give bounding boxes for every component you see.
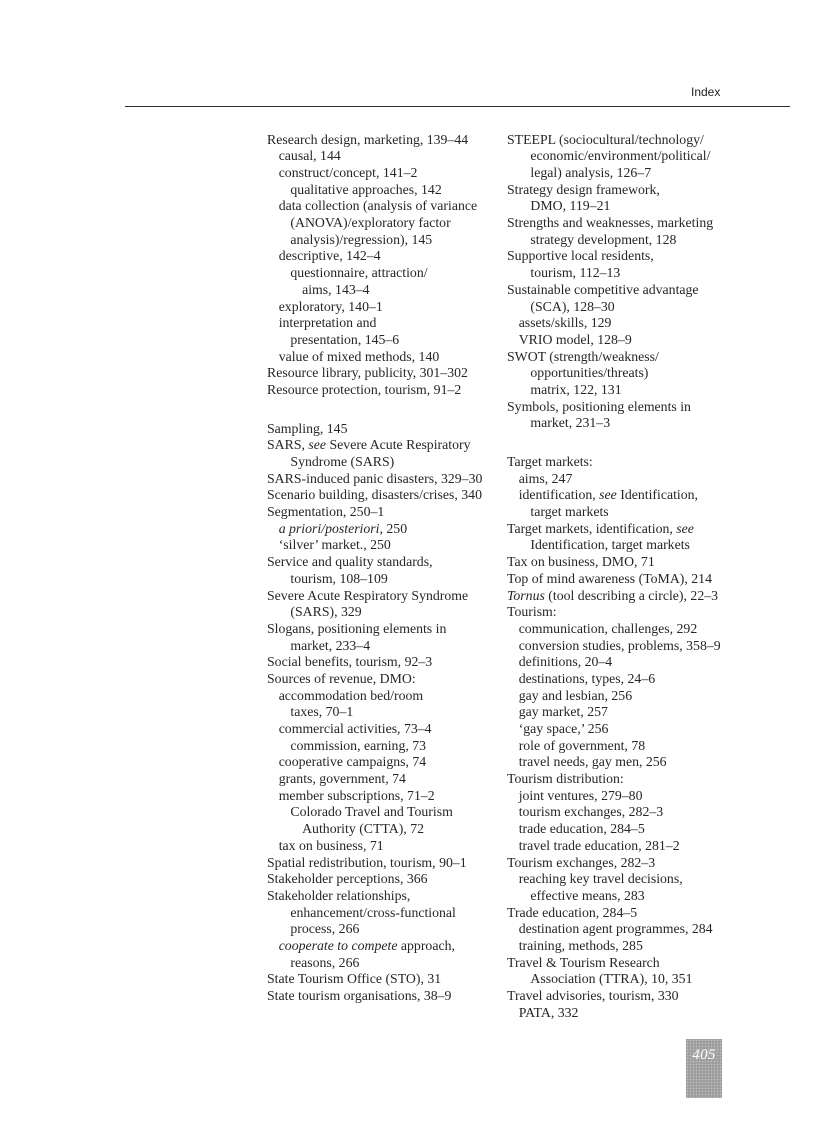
index-entry xyxy=(267,871,499,888)
index-turnover-line: economic/environment/political/ xyxy=(530,148,711,164)
index-line: commercial activities, 73–4 xyxy=(278,721,432,737)
index-entry xyxy=(507,248,787,281)
index-line: SARS-induced panic disasters, 329–30 xyxy=(267,470,483,486)
index-line: gay and lesbian, 256 xyxy=(518,687,633,703)
index-entry xyxy=(507,905,787,955)
index-line: assets/skills, 129 xyxy=(518,315,612,331)
index-line: ‘gay space,’ 256 xyxy=(518,721,609,737)
index-subentry xyxy=(507,671,787,688)
index-subentry xyxy=(267,299,499,316)
index-entry xyxy=(507,955,787,988)
index-line: Symbols, positioning elements in xyxy=(507,398,691,414)
index-entry xyxy=(267,855,499,872)
index-turnover-line: DMO, 119–21 xyxy=(530,198,611,214)
text-run: approach, xyxy=(397,937,455,953)
index-subentry xyxy=(267,148,499,165)
index-subentry xyxy=(507,938,787,955)
index-subentry xyxy=(507,788,787,805)
italic-term: see xyxy=(599,487,617,503)
index-entry xyxy=(267,421,499,438)
index-entry xyxy=(267,365,499,382)
index-subentry xyxy=(507,921,787,938)
index-line: Tourism exchanges, 282–3 xyxy=(507,854,656,870)
index-subentry xyxy=(507,838,787,855)
index-entry xyxy=(507,454,787,521)
index-entry xyxy=(267,554,499,587)
index-subentry xyxy=(507,738,787,755)
index-entry xyxy=(507,132,787,182)
index-line: Spatial redistribution, tourism, 90–1 xyxy=(267,854,467,870)
index-line xyxy=(507,521,787,538)
italic-term: cooperate to compete xyxy=(278,937,398,953)
index-subentry xyxy=(507,487,787,520)
index-entry xyxy=(507,554,787,571)
index-line: travel needs, gay men, 256 xyxy=(518,754,667,770)
index-entry xyxy=(267,382,499,399)
index-entry xyxy=(267,487,499,504)
index-line: Social benefits, tourism, 92–3 xyxy=(267,654,433,670)
index-line: communication, challenges, 292 xyxy=(518,620,698,636)
index-subentry xyxy=(267,165,499,198)
index-line: conversion studies, problems, 358–9 xyxy=(518,637,721,653)
italic-term: Tornus xyxy=(507,587,545,603)
index-line: definitions, 20–4 xyxy=(518,654,613,670)
index-line xyxy=(267,938,499,955)
index-line: Research design, marketing, 139–44 xyxy=(267,131,469,147)
index-line: Colorado Travel and Tourism xyxy=(290,804,453,820)
index-line: State Tourism Office (STO), 31 xyxy=(267,971,442,987)
index-line xyxy=(267,437,499,454)
index-line: training, methods, 285 xyxy=(518,937,643,953)
index-line: travel trade education, 281–2 xyxy=(518,837,680,853)
index-line: Tourism: xyxy=(507,604,557,620)
index-entry xyxy=(267,971,499,988)
index-line: Severe Acute Respiratory Syndrome xyxy=(267,587,469,603)
text-run: SARS, xyxy=(267,437,309,453)
index-entry xyxy=(507,771,787,854)
index-subentry xyxy=(267,315,499,348)
index-line: Target markets: xyxy=(507,454,593,470)
index-line: Travel & Tourism Research xyxy=(507,954,660,970)
index-subentry xyxy=(507,871,787,904)
index-line: trade education, 284–5 xyxy=(518,821,645,837)
text-run: (tool describing a circle), 22–3 xyxy=(544,587,719,603)
index-line: Slogans, positioning elements in xyxy=(267,620,447,636)
index-turnover-line: target markets xyxy=(530,504,609,520)
index-subsubentry xyxy=(267,804,499,837)
index-subentry xyxy=(507,688,787,705)
index-line: PATA, 332 xyxy=(518,1004,579,1020)
italic-term: a priori/posteriori xyxy=(278,520,380,536)
index-line: joint ventures, 279–80 xyxy=(518,787,643,803)
index-line: Segmentation, 250–1 xyxy=(267,504,385,520)
index-turnover-line: tourism, 112–13 xyxy=(530,265,621,281)
index-entry xyxy=(507,588,787,605)
index-column-right xyxy=(507,132,787,1022)
index-turnover-line: aims, 143–4 xyxy=(302,281,370,297)
index-letter-section xyxy=(507,132,787,432)
index-subentry xyxy=(507,704,787,721)
index-line: Sampling, 145 xyxy=(267,420,348,436)
index-entry xyxy=(507,571,787,588)
index-line: Sources of revenue, DMO: xyxy=(267,670,416,686)
index-subentry xyxy=(507,471,787,488)
index-line xyxy=(267,521,499,538)
index-entry xyxy=(507,349,787,399)
index-line: exploratory, 140–1 xyxy=(278,298,383,314)
index-turnover-line: presentation, 145–6 xyxy=(290,331,400,347)
index-line: ‘silver’ market., 250 xyxy=(278,537,391,553)
index-line: descriptive, 142–4 xyxy=(278,248,381,264)
index-entry xyxy=(507,855,787,905)
index-subentry xyxy=(507,754,787,771)
index-line: reaching key travel decisions, xyxy=(518,871,683,887)
index-entry xyxy=(267,888,499,971)
index-line: causal, 144 xyxy=(278,148,341,164)
index-entry xyxy=(507,182,787,215)
index-line: Top of mind awareness (ToMA), 214 xyxy=(507,570,712,586)
index-turnover-line: (SCA), 128–30 xyxy=(530,298,615,314)
index-line: questionnaire, attraction/ xyxy=(290,265,428,281)
index-subentry xyxy=(507,621,787,638)
index-line: Resource protection, tourism, 91–2 xyxy=(267,381,462,397)
index-line: Sustainable competitive advantage xyxy=(507,281,699,297)
index-letter-section xyxy=(267,421,499,1005)
index-turnover-line: legal) analysis, 126–7 xyxy=(530,165,652,181)
index-line: Trade education, 284–5 xyxy=(507,904,638,920)
text-run: , 250 xyxy=(379,520,408,536)
index-line: Scenario building, disasters/crises, 340 xyxy=(267,487,482,503)
index-turnover-line: process, 266 xyxy=(290,921,360,937)
index-entry xyxy=(507,988,787,1021)
index-entry xyxy=(507,215,787,248)
index-line: Tax on business, DMO, 71 xyxy=(507,554,655,570)
index-entry xyxy=(267,471,499,488)
text-run: Severe Acute Respiratory xyxy=(326,437,471,453)
index-turnover-line: enhancement/cross-functional xyxy=(290,904,456,920)
index-line: Resource library, publicity, 301–302 xyxy=(267,365,468,381)
index-subsubentry xyxy=(267,265,499,298)
index-line: gay market, 257 xyxy=(518,704,608,720)
page-number: 405 xyxy=(692,1047,716,1063)
index-line: SWOT (strength/weakness/ xyxy=(507,348,659,364)
index-letter-section xyxy=(267,132,499,399)
index-entry xyxy=(507,604,787,771)
index-turnover-line: opportunities/threats) xyxy=(530,365,649,381)
index-line: Supportive local residents, xyxy=(507,248,654,264)
running-head: Index xyxy=(691,85,721,99)
index-turnover-line: strategy development, 128 xyxy=(530,231,677,247)
index-subentry xyxy=(507,721,787,738)
index-line: aims, 247 xyxy=(518,470,573,486)
text-run: identification, xyxy=(518,487,600,503)
index-subentry xyxy=(507,804,787,821)
index-entry xyxy=(267,988,499,1005)
index-line: destination agent programmes, 284 xyxy=(518,921,713,937)
index-entry xyxy=(267,437,499,470)
index-subentry xyxy=(267,788,499,838)
index-line: STEEPL (sociocultural/technology/ xyxy=(507,131,704,147)
index-line: qualitative approaches, 142 xyxy=(290,181,442,197)
index-subentry xyxy=(507,654,787,671)
index-turnover-line: Association (TTRA), 10, 351 xyxy=(530,971,693,987)
index-subentry xyxy=(267,754,499,771)
index-line xyxy=(507,588,787,605)
index-subsubentry xyxy=(267,182,499,199)
index-line: role of government, 78 xyxy=(518,737,646,753)
index-subentry xyxy=(267,349,499,366)
index-line: commission, earning, 73 xyxy=(290,737,427,753)
index-entry xyxy=(267,588,499,621)
index-subsubentry xyxy=(267,738,499,755)
index-line: State tourism organisations, 38–9 xyxy=(267,988,452,1004)
text-run: Identification, xyxy=(616,487,698,503)
index-turnover-line: market, 231–3 xyxy=(530,415,611,431)
index-line xyxy=(507,487,787,504)
italic-term: see xyxy=(308,437,327,453)
index-turnover-line: (ANOVA)/exploratory factor xyxy=(290,215,451,231)
index-subentry xyxy=(267,248,499,298)
index-subentry xyxy=(507,821,787,838)
index-subentry xyxy=(267,537,499,554)
index-line: Tourism distribution: xyxy=(507,771,624,787)
index-subentry xyxy=(267,198,499,248)
index-entry xyxy=(507,282,787,349)
index-line: value of mixed methods, 140 xyxy=(278,348,440,364)
index-turnover-line: reasons, 266 xyxy=(290,954,360,970)
index-turnover-line: market, 233–4 xyxy=(290,637,371,653)
index-line: interpretation and xyxy=(278,315,377,331)
index-line: Service and quality standards, xyxy=(267,554,433,570)
index-turnover-line: matrix, 122, 131 xyxy=(530,381,622,397)
index-line: cooperative campaigns, 74 xyxy=(278,754,427,770)
index-line: destinations, types, 24–6 xyxy=(518,670,656,686)
header-rule xyxy=(125,106,790,107)
index-turnover-line: Authority (CTTA), 72 xyxy=(302,821,424,837)
index-line: accommodation bed/room xyxy=(278,687,424,703)
index-turnover-line: Syndrome (SARS) xyxy=(290,454,395,470)
index-line: member subscriptions, 71–2 xyxy=(278,787,435,803)
index-line: Travel advisories, tourism, 330 xyxy=(507,988,679,1004)
index-subentry xyxy=(507,332,787,349)
index-line: Stakeholder perceptions, 366 xyxy=(267,871,428,887)
index-line: Stakeholder relationships, xyxy=(267,887,411,903)
index-column-left xyxy=(267,132,499,1005)
index-subentry xyxy=(267,521,499,538)
index-letter-section xyxy=(507,454,787,1021)
index-entry xyxy=(507,521,787,554)
page-number-tab xyxy=(686,1039,722,1098)
index-entry xyxy=(267,621,499,654)
index-line: construct/concept, 141–2 xyxy=(278,165,418,181)
index-line: data collection (analysis of variance xyxy=(278,198,478,214)
index-subentry xyxy=(267,688,499,721)
index-turnover-line: taxes, 70–1 xyxy=(290,704,354,720)
index-line: grants, government, 74 xyxy=(278,771,406,787)
index-entry xyxy=(507,399,787,432)
index-entry xyxy=(267,504,499,554)
index-subentry xyxy=(507,1005,787,1022)
index-subentry xyxy=(267,771,499,788)
index-subentry xyxy=(507,638,787,655)
index-line: Strategy design framework, xyxy=(507,181,660,197)
index-turnover-line: (SARS), 329 xyxy=(290,604,362,620)
index-turnover-line: effective means, 283 xyxy=(530,887,645,903)
index-entry xyxy=(267,654,499,671)
index-subentry xyxy=(267,721,499,754)
index-turnover-line: tourism, 108–109 xyxy=(290,570,388,586)
index-line: Strengths and weaknesses, marketing xyxy=(507,215,714,231)
text-run: Target markets, identification, xyxy=(507,520,677,536)
index-subentry xyxy=(267,838,499,855)
index-turnover-line: analysis)/regression), 145 xyxy=(290,231,433,247)
italic-term: see xyxy=(676,520,694,536)
index-line: VRIO model, 128–9 xyxy=(518,331,632,347)
index-line: tourism exchanges, 282–3 xyxy=(518,804,664,820)
index-line: tax on business, 71 xyxy=(278,837,384,853)
index-turnover-line: Identification, target markets xyxy=(530,537,690,553)
index-entry xyxy=(267,132,499,366)
index-subentry xyxy=(267,938,499,971)
index-subentry xyxy=(507,315,787,332)
index-entry xyxy=(267,671,499,855)
